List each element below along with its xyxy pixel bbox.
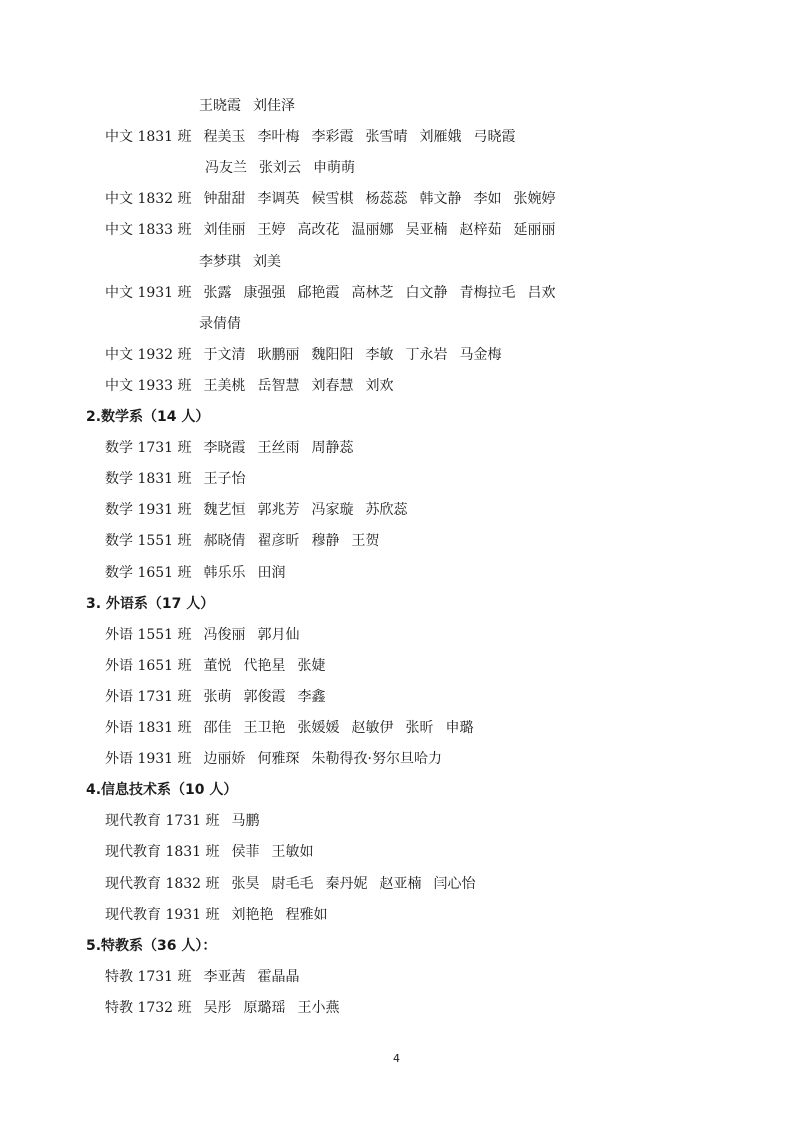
class-row <box>105 749 442 769</box>
student-name: 张婉婷 <box>513 191 556 207</box>
student-name: 王贺 <box>351 533 380 549</box>
student-name: 魏艺恒 <box>203 502 246 518</box>
student-name: 刘佳泽 <box>253 98 295 114</box>
student-name: 马鹏 <box>231 813 260 829</box>
class-row <box>105 967 300 987</box>
student-name: 张露 <box>203 285 232 301</box>
student-name: 田润 <box>257 565 286 581</box>
class-label: 特教 1731 班 <box>105 969 192 985</box>
student-name: 赵亚楠 <box>379 876 422 892</box>
student-name: 于文清 <box>203 347 246 363</box>
student-name: 张刘云 <box>259 160 301 176</box>
class-label: 中文 1832 班 <box>105 191 192 207</box>
student-name: 李彩霞 <box>311 129 354 145</box>
student-name: 朱勒得孜·努尔旦哈力 <box>311 751 442 767</box>
student-name: 刘艳艳 <box>231 907 274 923</box>
class-label: 数学 1831 班 <box>105 471 192 487</box>
class-row <box>105 438 354 458</box>
class-label: 中文 1932 班 <box>105 347 192 363</box>
student-name: 候雪棋 <box>311 191 354 207</box>
section-heading: 4.信息技术系（10 人） <box>86 782 238 798</box>
student-name: 耿鹏丽 <box>257 347 300 363</box>
page-number: 4 <box>393 1052 400 1065</box>
class-row <box>105 563 286 583</box>
student-name: 王小燕 <box>297 1000 340 1016</box>
student-name: 李晓霞 <box>203 440 246 456</box>
student-name: 郈艳霞 <box>297 285 340 301</box>
student-name: 申萌萌 <box>313 160 355 176</box>
student-name: 周静蕊 <box>311 440 354 456</box>
class-row <box>105 531 380 551</box>
student-name: 李敏 <box>365 347 394 363</box>
student-name: 杨蕊蕊 <box>365 191 408 207</box>
student-name: 吴彤 <box>203 1000 232 1016</box>
student-name: 秦丹妮 <box>325 876 368 892</box>
student-name: 冯友兰 <box>205 160 247 176</box>
student-name: 高改花 <box>297 222 340 238</box>
class-label: 外语 1831 班 <box>105 720 192 736</box>
student-name: 李梦琪 <box>199 254 241 270</box>
student-name: 李调英 <box>257 191 300 207</box>
student-name: 李如 <box>473 191 502 207</box>
class-label: 中文 1833 班 <box>105 222 192 238</box>
class-label: 现代教育 1931 班 <box>105 907 220 923</box>
class-row <box>105 345 502 365</box>
student-name: 张萌 <box>203 689 232 705</box>
class-row <box>105 127 516 147</box>
class-row <box>105 842 314 862</box>
student-name: 韩文静 <box>419 191 462 207</box>
class-row <box>105 376 394 396</box>
class-row <box>105 718 474 738</box>
student-name: 刘佳丽 <box>203 222 246 238</box>
student-name: 郭俊霞 <box>243 689 286 705</box>
student-name: 申璐 <box>445 720 474 736</box>
student-name: 李叶梅 <box>257 129 300 145</box>
student-name: 王子怡 <box>203 471 246 487</box>
class-row <box>199 96 295 116</box>
student-name: 刘春慧 <box>311 378 354 394</box>
student-name: 刘美 <box>253 254 281 270</box>
student-name: 郭兆芳 <box>257 502 300 518</box>
class-label: 中文 1931 班 <box>105 285 192 301</box>
class-row <box>199 314 241 334</box>
section-heading: 2.数学系（14 人） <box>86 409 210 425</box>
student-name: 郭月仙 <box>257 627 300 643</box>
student-name: 钟甜甜 <box>203 191 246 207</box>
student-name: 延丽丽 <box>513 222 556 238</box>
student-name: 李鑫 <box>297 689 326 705</box>
class-row <box>205 158 355 178</box>
student-name: 翟彦昕 <box>257 533 300 549</box>
student-name: 郝晓倩 <box>203 533 246 549</box>
student-name: 张昕 <box>405 720 434 736</box>
student-name: 录倩倩 <box>199 316 241 332</box>
class-label: 中文 1933 班 <box>105 378 192 394</box>
student-name: 何雅琛 <box>257 751 300 767</box>
class-label: 中文 1831 班 <box>105 129 192 145</box>
student-name: 丁永岩 <box>405 347 448 363</box>
class-row <box>105 687 326 707</box>
class-row <box>105 189 556 209</box>
class-label: 外语 1551 班 <box>105 627 192 643</box>
student-name: 张雪晴 <box>365 129 408 145</box>
student-name: 边丽娇 <box>203 751 246 767</box>
student-name: 代艳星 <box>243 658 286 674</box>
student-name: 霍晶晶 <box>257 969 300 985</box>
student-name: 董悦 <box>203 658 232 674</box>
student-name: 李亚茜 <box>203 969 246 985</box>
student-name: 穆静 <box>311 533 340 549</box>
class-row <box>105 874 476 894</box>
student-name: 王敏如 <box>271 844 314 860</box>
student-name: 程美玉 <box>203 129 246 145</box>
class-row <box>105 220 556 240</box>
student-name: 程雅如 <box>285 907 328 923</box>
student-name: 王卫艳 <box>243 720 286 736</box>
student-name: 青梅拉毛 <box>459 285 516 301</box>
class-row <box>105 998 340 1018</box>
section-heading: 3. 外语系（17 人） <box>86 596 215 612</box>
class-row <box>105 905 328 925</box>
class-label: 外语 1931 班 <box>105 751 192 767</box>
student-name: 马金梅 <box>459 347 502 363</box>
class-row <box>105 656 326 676</box>
class-label: 数学 1551 班 <box>105 533 192 549</box>
student-name: 赵敏伊 <box>351 720 394 736</box>
student-name: 康强强 <box>243 285 286 301</box>
student-name: 吕欢 <box>527 285 556 301</box>
class-row <box>105 469 246 489</box>
student-name: 侯菲 <box>231 844 260 860</box>
student-name: 闫心怡 <box>433 876 476 892</box>
student-name: 王美桃 <box>203 378 246 394</box>
class-label: 现代教育 1832 班 <box>105 876 220 892</box>
student-name: 苏欣蕊 <box>365 502 408 518</box>
student-name: 尉毛毛 <box>271 876 314 892</box>
student-name: 王晓霞 <box>199 98 241 114</box>
class-label: 现代教育 1831 班 <box>105 844 220 860</box>
student-name: 刘雁娥 <box>419 129 462 145</box>
student-name: 王丝雨 <box>257 440 300 456</box>
student-name: 岳智慧 <box>257 378 300 394</box>
student-name: 高林芝 <box>351 285 394 301</box>
class-row <box>199 252 281 272</box>
class-row <box>105 500 408 520</box>
student-name: 吴亚楠 <box>405 222 448 238</box>
student-name: 张昊 <box>231 876 260 892</box>
student-name: 弓晓霞 <box>473 129 516 145</box>
class-label: 外语 1651 班 <box>105 658 192 674</box>
student-name: 刘欢 <box>365 378 394 394</box>
class-label: 现代教育 1731 班 <box>105 813 220 829</box>
class-row <box>105 283 556 303</box>
student-name: 赵梓茹 <box>459 222 502 238</box>
class-label: 数学 1731 班 <box>105 440 192 456</box>
student-name: 张婕 <box>297 658 326 674</box>
student-name: 邵佳 <box>203 720 232 736</box>
student-name: 冯家璇 <box>311 502 354 518</box>
student-name: 王婷 <box>257 222 286 238</box>
student-name: 张媛媛 <box>297 720 340 736</box>
class-row <box>105 811 260 831</box>
student-name: 魏阳阳 <box>311 347 354 363</box>
student-name: 温丽娜 <box>351 222 394 238</box>
class-label: 数学 1651 班 <box>105 565 192 581</box>
student-name: 原璐瑶 <box>243 1000 286 1016</box>
student-name: 冯俊丽 <box>203 627 246 643</box>
student-name: 韩乐乐 <box>203 565 246 581</box>
class-label: 特教 1732 班 <box>105 1000 192 1016</box>
class-label: 外语 1731 班 <box>105 689 192 705</box>
section-heading: 5.特教系（36 人）： <box>86 938 217 954</box>
class-row <box>105 625 300 645</box>
student-name: 白文静 <box>405 285 448 301</box>
class-label: 数学 1931 班 <box>105 502 192 518</box>
